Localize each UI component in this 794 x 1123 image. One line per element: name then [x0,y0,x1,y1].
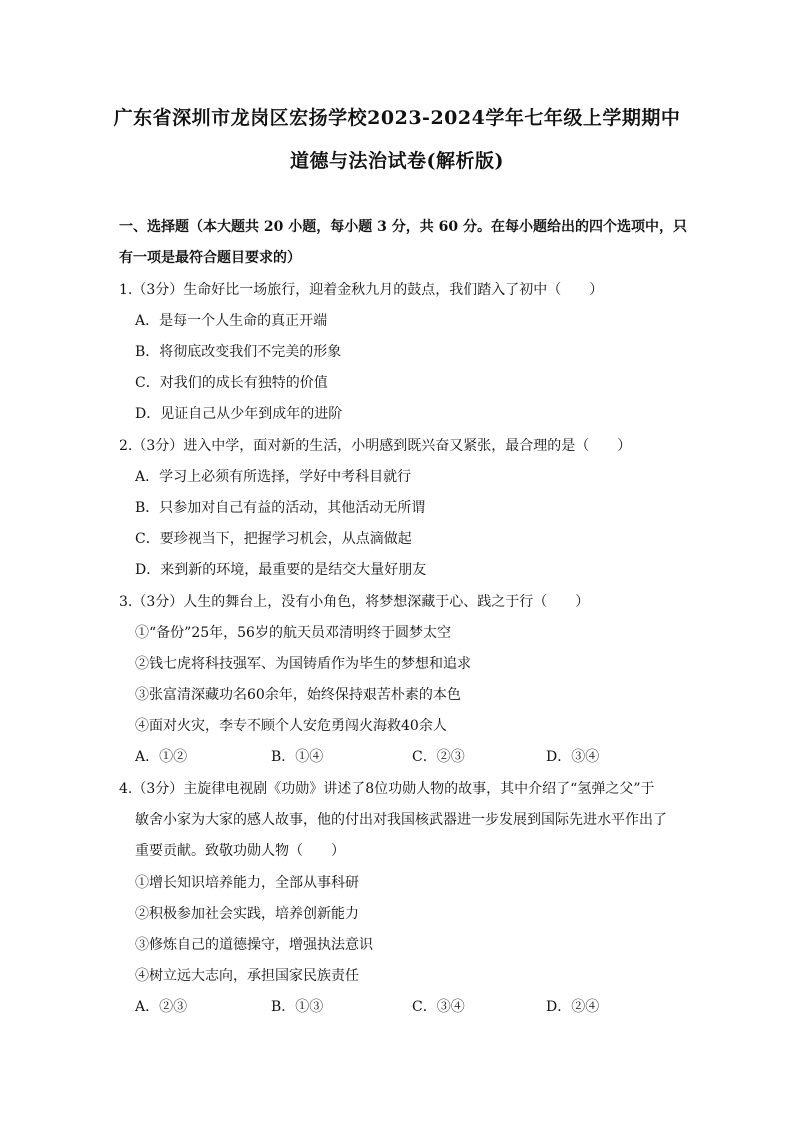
question-1-option-c: C．对我们的成长有独特的价值 [135,375,328,391]
question-1-option-a: A．是每一个人生命的真正开端 [135,313,328,329]
question-4-item-1: ①增长知识培养能力，全部从事科研 [135,875,359,891]
question-3-choice-d: D．③④ [546,749,600,765]
question-1-option-d: D．见证自己从少年到成年的进阶 [135,406,343,422]
question-3-item-1: ①“备份”25年，56岁的航天员邓清明终于圆梦太空 [135,625,451,641]
section-header-line1: 一、选择题（本大题共 20 小题，每小题 3 分，共 60 分。在每小题给出的四个选项中，只 [119,219,687,235]
question-2-option-c: C．要珍视当下，把握学习机会，从点滴做起 [135,531,412,547]
question-4-choice-a: A．②③ [135,999,188,1015]
question-2-option-b: B．只参加对自己有益的活动，其他活动无所谓 [135,500,426,516]
section-header-line2: 有一项是最符合题目要求的） [119,250,301,266]
question-4-item-4: ④树立远大志向，承担国家民族责任 [135,968,359,984]
question-4-choice-b: B．①③ [271,999,324,1015]
question-4-choices [135,996,655,1016]
question-4-choice-d: D．②④ [546,999,600,1015]
question-3-stem: 3.（3分）人生的舞台上，没有小角色，将梦想深藏于心、践之于行（ ） [119,594,590,610]
question-3-choice-c: C．②③ [412,749,465,765]
question-3-choice-b: B．①④ [271,749,324,765]
exam-title-line1: 广东省深圳市龙岗区宏扬学校2023-2024学年七年级上学期期中 [113,107,681,129]
question-4-stem-line2: 敏舍小家为大家的感人故事，他的付出对我国核武器进一步发展到国际先进水平作出了 [135,812,667,828]
question-3-item-3: ③张富清深藏功名60余年，始终保持艰苦朴素的本色 [135,687,461,703]
question-4-stem-line1: 4.（3分）主旋律电视剧《功勋》讲述了8位功勋人物的故事，其中介绍了“氢弹之父”于 [119,781,655,797]
question-4-choice-c: C．③④ [412,999,465,1015]
question-4-stem-line3: 重要贡献。致敬功勋人物（ ） [135,843,345,859]
question-3-item-2: ②钱七虎将科技强军、为国铸盾作为毕生的梦想和追求 [135,656,471,672]
question-2-option-a: A．学习上必须有所选择，学好中考科目就行 [135,469,412,485]
question-4-item-2: ②积极参加社会实践，培养创新能力 [135,906,359,922]
question-2-stem: 2.（3分）进入中学，面对新的生活，小明感到既兴奋又紧张，最合理的是（ ） [119,438,632,454]
question-2-option-d: D．来到新的环境，最重要的是结交大量好朋友 [135,562,427,578]
question-3-choice-a: A．①② [135,749,188,765]
question-1-option-b: B．将彻底改变我们不完美的形象 [135,344,342,360]
exam-title-line2: 道德与法治试卷(解析版) [290,150,504,172]
question-1-stem: 1.（3分）生命好比一场旅行，迎着金秋九月的鼓点，我们踏入了初中（ ） [119,282,604,298]
question-3-choices [135,746,655,766]
question-3-item-4: ④面对火灾，李专不顾个人安危勇闯火海救40余人 [135,718,447,734]
question-4-item-3: ③修炼自己的道德操守，增强执法意识 [135,937,373,953]
